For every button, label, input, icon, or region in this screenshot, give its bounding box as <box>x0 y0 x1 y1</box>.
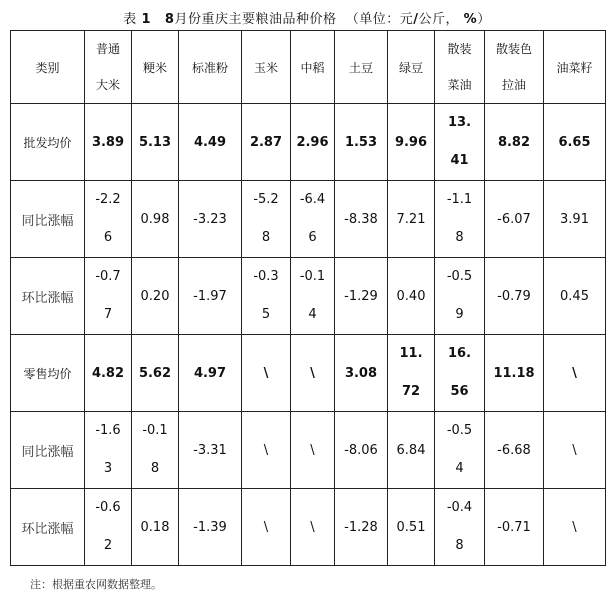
cell-value: \ <box>310 519 315 535</box>
header-cell: 散装色拉油 <box>485 31 544 104</box>
cell-value: \ <box>572 442 577 458</box>
price-table <box>10 30 606 566</box>
cell-value: \ <box>263 365 269 381</box>
table-cell <box>388 104 435 181</box>
cell-value: -0.18 <box>142 423 168 476</box>
table-cell <box>388 258 435 335</box>
row-label: 同比涨幅 <box>11 181 85 258</box>
table-cell <box>85 489 132 566</box>
cell-value: -1.28 <box>344 519 378 535</box>
table-cell <box>335 181 388 258</box>
table-cell <box>335 258 388 335</box>
cell-value: \ <box>310 365 315 381</box>
cell-value: 4.97 <box>193 365 227 381</box>
header-cell: 类别 <box>11 31 85 104</box>
table-row <box>11 258 606 335</box>
cell-value: -0.59 <box>446 269 473 322</box>
table-cell <box>291 181 335 258</box>
title-month: 8 <box>164 12 175 27</box>
title-number: 1 <box>141 12 151 27</box>
cell-value: -5.28 <box>253 192 279 245</box>
cell-value: 3.91 <box>560 211 589 227</box>
footnote: 注：根据重农网数据整理。 <box>30 578 162 591</box>
table-cell <box>335 335 388 412</box>
table-cell <box>242 104 291 181</box>
cell-value: -1.97 <box>193 288 227 304</box>
cell-value: -3.23 <box>193 211 227 227</box>
header-cell: 玉米 <box>242 31 291 104</box>
row-label: 同比涨幅 <box>11 412 85 489</box>
table-cell <box>242 258 291 335</box>
table-row <box>11 489 606 566</box>
cell-value: -0.79 <box>497 288 531 304</box>
cell-value: -3.31 <box>193 442 227 458</box>
cell-value: 2.87 <box>249 134 283 150</box>
cell-value: 4.49 <box>193 134 227 150</box>
cell-value: 0.98 <box>140 211 170 227</box>
table-cell <box>132 258 179 335</box>
table-cell <box>485 104 544 181</box>
cell-value: 5.62 <box>138 365 172 381</box>
table-cell <box>179 104 242 181</box>
table-cell <box>291 258 335 335</box>
table-cell <box>242 181 291 258</box>
cell-value: 0.40 <box>396 288 426 304</box>
table-cell <box>435 258 485 335</box>
table-cell <box>132 412 179 489</box>
cell-value: 3.08 <box>344 365 378 381</box>
cell-value: 0.51 <box>396 519 426 535</box>
cell-value: -0.35 <box>253 269 279 322</box>
table-cell <box>435 412 485 489</box>
header-cell: 散装菜油 <box>435 31 485 104</box>
table-cell <box>388 489 435 566</box>
table-cell <box>179 489 242 566</box>
table-cell <box>388 181 435 258</box>
cell-value: 4.82 <box>91 365 125 381</box>
cell-value: \ <box>263 442 269 458</box>
table-cell <box>132 104 179 181</box>
cell-value: \ <box>263 519 269 535</box>
table-cell <box>544 181 606 258</box>
cell-value: \ <box>572 365 577 381</box>
title-text: 月份重庆主要粮油品种价格 <box>174 12 337 27</box>
cell-value: 2.96 <box>296 134 329 150</box>
table-cell <box>388 335 435 412</box>
header-cell: 粳米 <box>132 31 179 104</box>
table-cell <box>291 412 335 489</box>
cell-value: \ <box>310 442 315 458</box>
cell-value: -0.48 <box>446 500 473 553</box>
cell-value: 8.82 <box>497 134 531 150</box>
cell-value: 3.89 <box>91 134 125 150</box>
table-cell <box>544 258 606 335</box>
table-cell <box>132 489 179 566</box>
table-cell <box>132 181 179 258</box>
table-cell <box>544 489 606 566</box>
table-cell <box>335 104 388 181</box>
table-cell <box>242 412 291 489</box>
cell-value: 16.56 <box>447 346 472 399</box>
table-cell <box>242 335 291 412</box>
table-cell <box>435 335 485 412</box>
cell-value: -2.26 <box>95 192 121 245</box>
table-cell <box>179 258 242 335</box>
cell-value: 7.21 <box>396 211 426 227</box>
table-cell <box>544 104 606 181</box>
table-row <box>11 181 606 258</box>
cell-value: -0.54 <box>446 423 473 476</box>
table-cell <box>435 104 485 181</box>
cell-value: -6.46 <box>299 192 326 245</box>
table-cell <box>85 258 132 335</box>
title-unit-open: （单位：元 <box>345 12 414 27</box>
cell-value: -0.77 <box>95 269 121 322</box>
header-cell: 土豆 <box>335 31 388 104</box>
table-cell <box>485 489 544 566</box>
table-cell <box>435 489 485 566</box>
title-unit-mid: 公斤， <box>418 12 460 27</box>
row-label: 环比涨幅 <box>11 489 85 566</box>
cell-value: 11.18 <box>493 365 535 381</box>
cell-value: -1.18 <box>446 192 473 245</box>
table-row <box>11 104 606 181</box>
header-cell: 普通大米 <box>85 31 132 104</box>
table-cell <box>242 489 291 566</box>
cell-value: 5.13 <box>138 134 172 150</box>
table-cell <box>85 412 132 489</box>
cell-value: -8.38 <box>344 211 378 227</box>
table-cell <box>544 335 606 412</box>
cell-value: -0.71 <box>497 519 531 535</box>
title-prefix: 表 <box>123 12 137 27</box>
cell-value: \ <box>572 519 577 535</box>
cell-value: -1.63 <box>95 423 121 476</box>
table-cell <box>179 181 242 258</box>
table-cell <box>85 335 132 412</box>
table-cell <box>291 335 335 412</box>
table-cell <box>291 104 335 181</box>
title-unit-close: ） <box>477 12 491 27</box>
header-cell: 绿豆 <box>388 31 435 104</box>
table-cell <box>335 412 388 489</box>
cell-value: 0.20 <box>140 288 170 304</box>
table-cell <box>291 489 335 566</box>
table-cell <box>179 335 242 412</box>
table-cell <box>485 258 544 335</box>
table-cell <box>335 489 388 566</box>
table-cell <box>485 181 544 258</box>
table-cell <box>132 335 179 412</box>
cell-value: -0.14 <box>299 269 326 322</box>
header-cell: 中稻 <box>291 31 335 104</box>
table-cell <box>179 412 242 489</box>
header-cell: 油菜籽 <box>544 31 606 104</box>
cell-value: 11.72 <box>399 346 423 399</box>
cell-value: 13.41 <box>447 115 472 168</box>
cell-value: 9.96 <box>394 134 428 150</box>
row-label: 环比涨幅 <box>11 258 85 335</box>
table-title <box>0 8 614 27</box>
table-cell <box>85 104 132 181</box>
header-row <box>11 31 606 104</box>
row-label: 零售均价 <box>11 335 85 412</box>
header-cell: 标准粉 <box>179 31 242 104</box>
table-cell <box>388 412 435 489</box>
title-percent: % <box>463 12 478 27</box>
cell-value: -1.39 <box>193 519 227 535</box>
cell-value: 6.84 <box>396 442 426 458</box>
table-cell <box>85 181 132 258</box>
table-cell <box>485 335 544 412</box>
table-cell <box>435 181 485 258</box>
cell-value: -6.68 <box>497 442 531 458</box>
title-slash: / <box>413 12 419 27</box>
table-cell <box>485 412 544 489</box>
table-row <box>11 412 606 489</box>
row-label: 批发均价 <box>11 104 85 181</box>
cell-value: 0.45 <box>560 288 589 304</box>
cell-value: 1.53 <box>344 134 378 150</box>
table-row <box>11 335 606 412</box>
table-cell <box>544 412 606 489</box>
cell-value: 6.65 <box>558 134 591 150</box>
cell-value: -1.29 <box>344 288 378 304</box>
cell-value: -6.07 <box>497 211 531 227</box>
cell-value: -8.06 <box>344 442 378 458</box>
cell-value: 0.18 <box>140 519 170 535</box>
cell-value: -0.62 <box>95 500 121 553</box>
